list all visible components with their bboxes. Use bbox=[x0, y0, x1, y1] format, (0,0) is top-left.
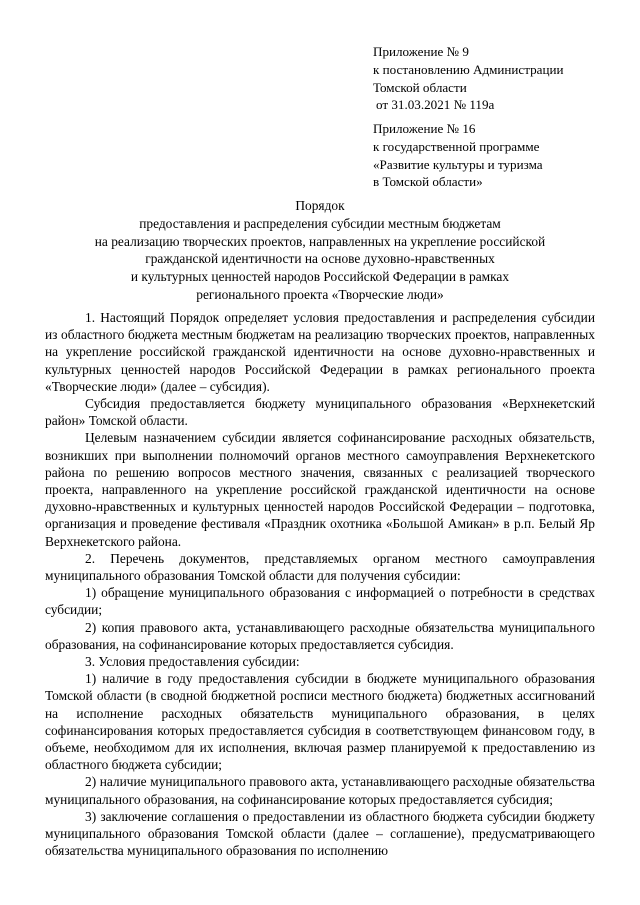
paragraph: Целевым назначением субсидии является софинансирование расходных обязательств, возникших при выполнении полномочий органов местного самоуправления Верхнекетского района по решению вопросов местного значения, связанных с реализацией творческого проекта, направленного на укрепление российской гражданской идентичности на основе духовно-нравственных и культурных ценностей народов Российской Федерации – подготовка, организация и проведение фестиваля «Праздник охотника «Большой Амикан» в р.п. Белый Яр Верхнекетского района. bbox=[45, 430, 595, 549]
annex-16-line: «Развитие культуры и туризма bbox=[373, 156, 543, 172]
title-line: Порядок bbox=[295, 198, 345, 213]
paragraph: 1) обращение муниципального образования с информацией о потребности в средствах субсидии; bbox=[45, 585, 595, 618]
paragraph: 1) наличие в году предоставления субсидии в бюджете муниципального образования Томской области (в сводной бюджетной росписи местного бюджета) бюджетных ассигнований на исполнение расходных обязательств муниципального образования, в целях софинансирования которых предоставляется субсидия в соответствующем финансовом году, в объеме, необходимом для их исполнения, включая размер планируемой к предоставлению из областного бюджета субсидии; bbox=[45, 671, 595, 773]
annex-9-line: Томской области bbox=[373, 79, 467, 95]
annex-9-block bbox=[373, 43, 564, 114]
document-title bbox=[40, 197, 600, 304]
paragraph: 2) копия правового акта, устанавливающего расходные обязательства муниципального образования, на софинансирование которых предоставляется субсидия. bbox=[45, 619, 595, 652]
annex-9-line: к постановлению Администрации bbox=[373, 61, 564, 77]
paragraph: 1. Настоящий Порядок определяет условия предоставления и распределения субсидии из областного бюджета местным бюджетам на реализацию творческих проектов, направленных на укрепление российской гражданской идентичности на основе духовно-нравственных и культурных ценностей народов Российской Федерации в рамках регионального проекта «Творческие люди» (далее – субсидия). bbox=[45, 310, 595, 394]
paragraph: 3. Условия предоставления субсидии: bbox=[85, 654, 300, 670]
paragraph: 2. Перечень документов, представляемых органом местного самоуправления муниципального образования Томской области для получения субсидии: bbox=[45, 550, 595, 584]
paragraph: 2) наличие муниципального правового акта, устанавливающего расходные обязательства муниципального образования, на софинансирование которых предоставляется субсидия; bbox=[45, 774, 595, 807]
annex-16-line: к государственной программе bbox=[373, 138, 540, 154]
document-body bbox=[45, 309, 595, 860]
title-line: гражданской идентичности на основе духовно-нравственных bbox=[145, 251, 495, 267]
title-line: предоставления и распределения субсидии местным бюджетам bbox=[139, 215, 501, 231]
title-line: на реализацию творческих проектов, направленных на укрепление российской bbox=[94, 233, 546, 249]
annex-16-line: в Томской области» bbox=[373, 174, 483, 190]
annex-9-line: от 31.03.2021 № 119а bbox=[376, 97, 495, 113]
title-line: и культурных ценностей народов Российской Федерации в рамках bbox=[130, 269, 510, 285]
paragraph: 3) заключение соглашения о предоставлении из областного бюджета субсидии бюджету муниципального образования Томской области (далее – соглашение), предусматривающего обязательства муниципального образования по исполнению bbox=[45, 808, 595, 859]
annex-9-line: Приложение № 9 bbox=[373, 44, 469, 59]
title-line: регионального проекта «Творческие люди» bbox=[196, 286, 444, 302]
annex-16-line: Приложение № 16 bbox=[373, 121, 476, 136]
paragraph: Субсидия предоставляется бюджету муниципального образования «Верхнекетский район» Томской области. bbox=[45, 396, 595, 429]
annex-16-block bbox=[373, 120, 543, 191]
